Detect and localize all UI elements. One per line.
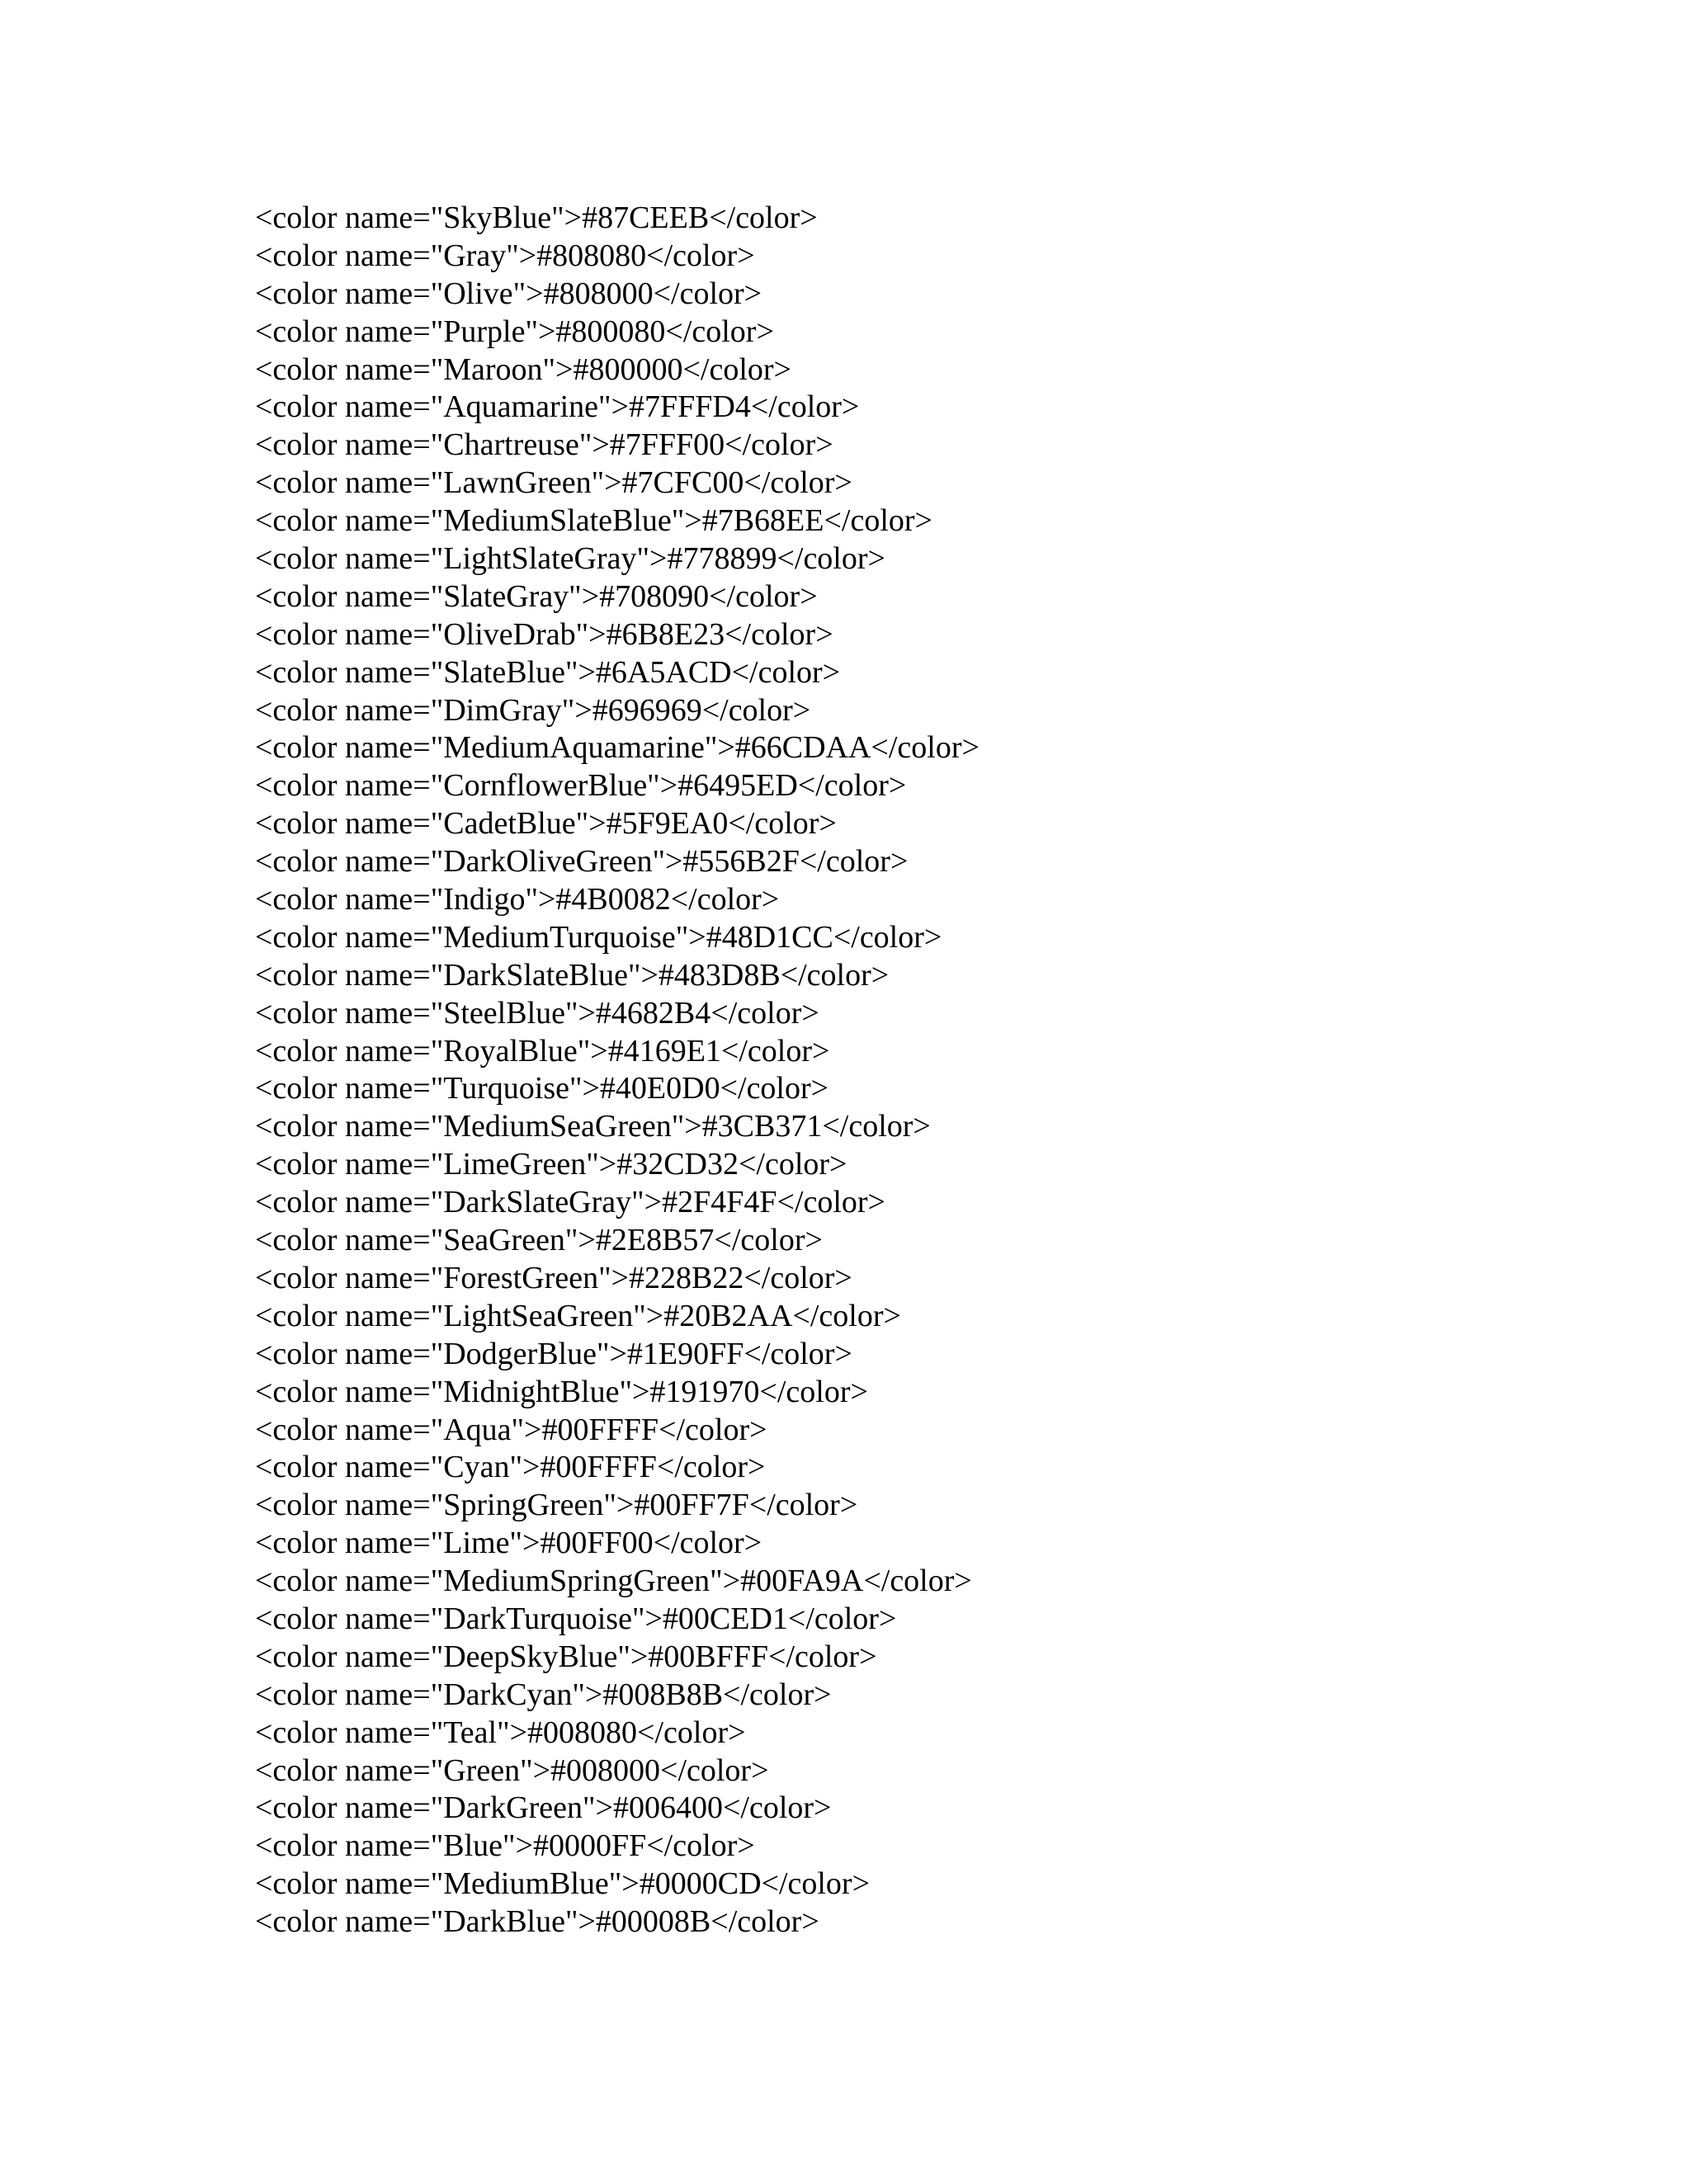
color-entry-line: <color name="LightSlateGray">#778899</color> [255,541,885,577]
color-entry-line: <color name="Indigo">#4B0082</color> [255,882,780,917]
color-entry-line: <color name="MidnightBlue">#191970</color> [255,1374,868,1409]
color-entry-line: <color name="CadetBlue">#5F9EA0</color> [255,806,837,842]
color-entry-line: <color name="DarkSlateBlue">#483D8B</color> [255,957,890,993]
color-entry-line: <color name="SteelBlue">#4682B4</color> [255,995,819,1031]
color-entry-line: <color name="Chartreuse">#7FFF00</color> [255,427,833,463]
color-entry-line: <color name="RoyalBlue">#4169E1</color> [255,1033,830,1068]
color-entry-line: <color name="Cyan">#00FFFF</color> [255,1450,766,1485]
color-entry-line: <color name="Aquamarine">#7FFFD4</color> [255,389,860,425]
color-entry-line: <color name="Olive">#808000</color> [255,276,762,311]
color-entry-line: <color name="Green">#008000</color> [255,1752,769,1788]
color-entry-line: <color name="MediumBlue">#0000CD</color> [255,1866,871,1902]
color-entry-line: <color name="LawnGreen">#7CFC00</color> [255,465,852,501]
color-entry-line: <color name="DeepSkyBlue">#00BFFF</color> [255,1639,877,1674]
color-entry-line: <color name="DarkGreen">#006400</color> [255,1790,832,1826]
color-entry-line: <color name="MediumTurquoise">#48D1CC</color> [255,919,942,955]
color-entry-list [255,200,980,1941]
color-entry-line: <color name="DarkOliveGreen">#556B2F</color> [255,844,909,880]
color-entry-line: <color name="ForestGreen">#228B22</color> [255,1260,852,1295]
color-entry-line: <color name="Turquoise">#40E0D0</color> [255,1071,829,1106]
color-entry-line: <color name="SkyBlue">#87CEEB</color> [255,200,818,235]
color-entry-line: <color name="SpringGreen">#00FF7F</color> [255,1488,858,1523]
color-entry-line: <color name="Lime">#00FF00</color> [255,1526,762,1561]
color-entry-line: <color name="SlateGray">#708090</color> [255,578,818,614]
color-entry-line: <color name="OliveDrab">#6B8E23</color> [255,616,833,652]
color-entry-line: <color name="DodgerBlue">#1E90FF</color> [255,1336,852,1371]
color-entry-line: <color name="SlateBlue">#6A5ACD</color> [255,654,841,690]
color-entry-line: <color name="LimeGreen">#32CD32</color> [255,1147,847,1182]
color-entry-line: <color name="CornflowerBlue">#6495ED</color> [255,768,907,804]
color-entry-line: <color name="MediumSlateBlue">#7B68EE</color> [255,503,932,539]
color-entry-line: <color name="Aqua">#00FFFF</color> [255,1412,767,1447]
color-entry-line: <color name="Gray">#808080</color> [255,238,755,273]
color-entry-line: <color name="Teal">#008080</color> [255,1715,746,1750]
color-entry-line: <color name="Purple">#800080</color> [255,314,774,349]
color-entry-line: <color name="Blue">#0000FF</color> [255,1828,755,1864]
color-entry-line: <color name="MediumAquamarine">#66CDAA</color> [255,730,980,766]
color-entry-line: <color name="Maroon">#800000</color> [255,351,791,387]
color-entry-line: <color name="DarkTurquoise">#00CED1</color> [255,1601,897,1636]
color-entry-line: <color name="MediumSpringGreen">#00FA9A</color> [255,1564,972,1599]
color-entry-line: <color name="LightSeaGreen">#20B2AA</color> [255,1298,901,1333]
color-entry-line: <color name="SeaGreen">#2E8B57</color> [255,1223,823,1258]
color-entry-line: <color name="DarkSlateGray">#2F4F4F</color> [255,1185,885,1220]
color-entry-line: <color name="DimGray">#696969</color> [255,692,811,728]
color-entry-line: <color name="DarkCyan">#008B8B</color> [255,1677,832,1712]
color-entry-line: <color name="DarkBlue">#00008B</color> [255,1904,819,1940]
color-entry-line: <color name="MediumSeaGreen">#3CB371</color> [255,1109,931,1144]
